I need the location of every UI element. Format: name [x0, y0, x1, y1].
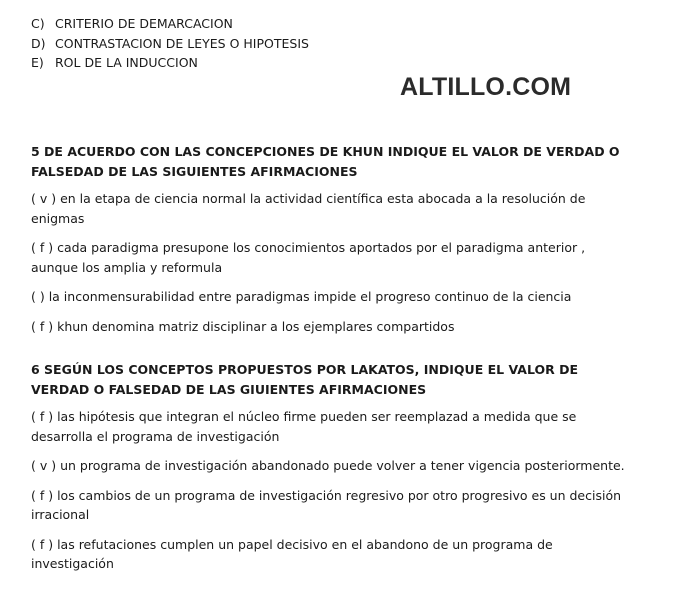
option-letter: E)	[31, 55, 44, 70]
statement: ( v ) en la etapa de ciencia normal la actividad científica esta abocada a la resolución de enigmas	[31, 191, 586, 226]
option-text: CONTRASTACION DE LEYES O HIPOTESIS	[55, 35, 309, 51]
statement: ( f ) los cambios de un programa de investigación regresivo por otro progresivo es un decisión irracional	[31, 487, 622, 522]
option-item	[31, 14, 309, 34]
option-letter: D)	[31, 35, 46, 51]
question-6	[31, 360, 631, 584]
question-5	[31, 142, 631, 346]
statement: ( f ) las refutaciones cumplen un papel decisivo en el abandono de un programa de investigación	[31, 536, 553, 571]
option-item	[31, 34, 309, 54]
statement: ( v ) un programa de investigación abandonado puede volver a tener vigencia posteriormente.	[31, 458, 625, 473]
statement: ( f ) cada paradigma presupone los conocimientos aportados por el paradigma anterior , aunque los amplia y reformula	[31, 240, 586, 275]
statement: ( f ) las hipótesis que integran el núcleo firme pueden ser reemplazad a medida que se desarrolla el programa de investigación	[31, 409, 577, 444]
option-letter: C)	[31, 16, 45, 31]
statement: ( f ) khun denomina matriz disciplinar a los ejemplares compartidos	[31, 318, 455, 334]
option-text: ROL DE LA INDUCCION	[55, 55, 198, 70]
question-5-title: 5 DE ACUERDO CON LAS CONCEPCIONES DE KHUN INDIQUE EL VALOR DE VERDAD O FALSEDAD DE LAS SIGUIENTES AFIRMACIONES	[31, 144, 620, 179]
question-6-title: 6 SEGÚN LOS CONCEPTOS PROPUESTOS POR LAKATOS, INDIQUE EL VALOR DE VERDAD O FALSEDAD DE LAS GIUIENTES AFIRMACIONES	[31, 362, 578, 397]
answer-options-list	[31, 14, 309, 73]
statement: ( ) la inconmensurabilidad entre paradigmas impide el progreso continuo de la ciencia	[31, 289, 572, 304]
option-text: CRITERIO DE DEMARCACION	[55, 16, 233, 31]
option-item	[31, 53, 309, 73]
watermark-logo: ALTILLO.COM	[400, 73, 572, 101]
